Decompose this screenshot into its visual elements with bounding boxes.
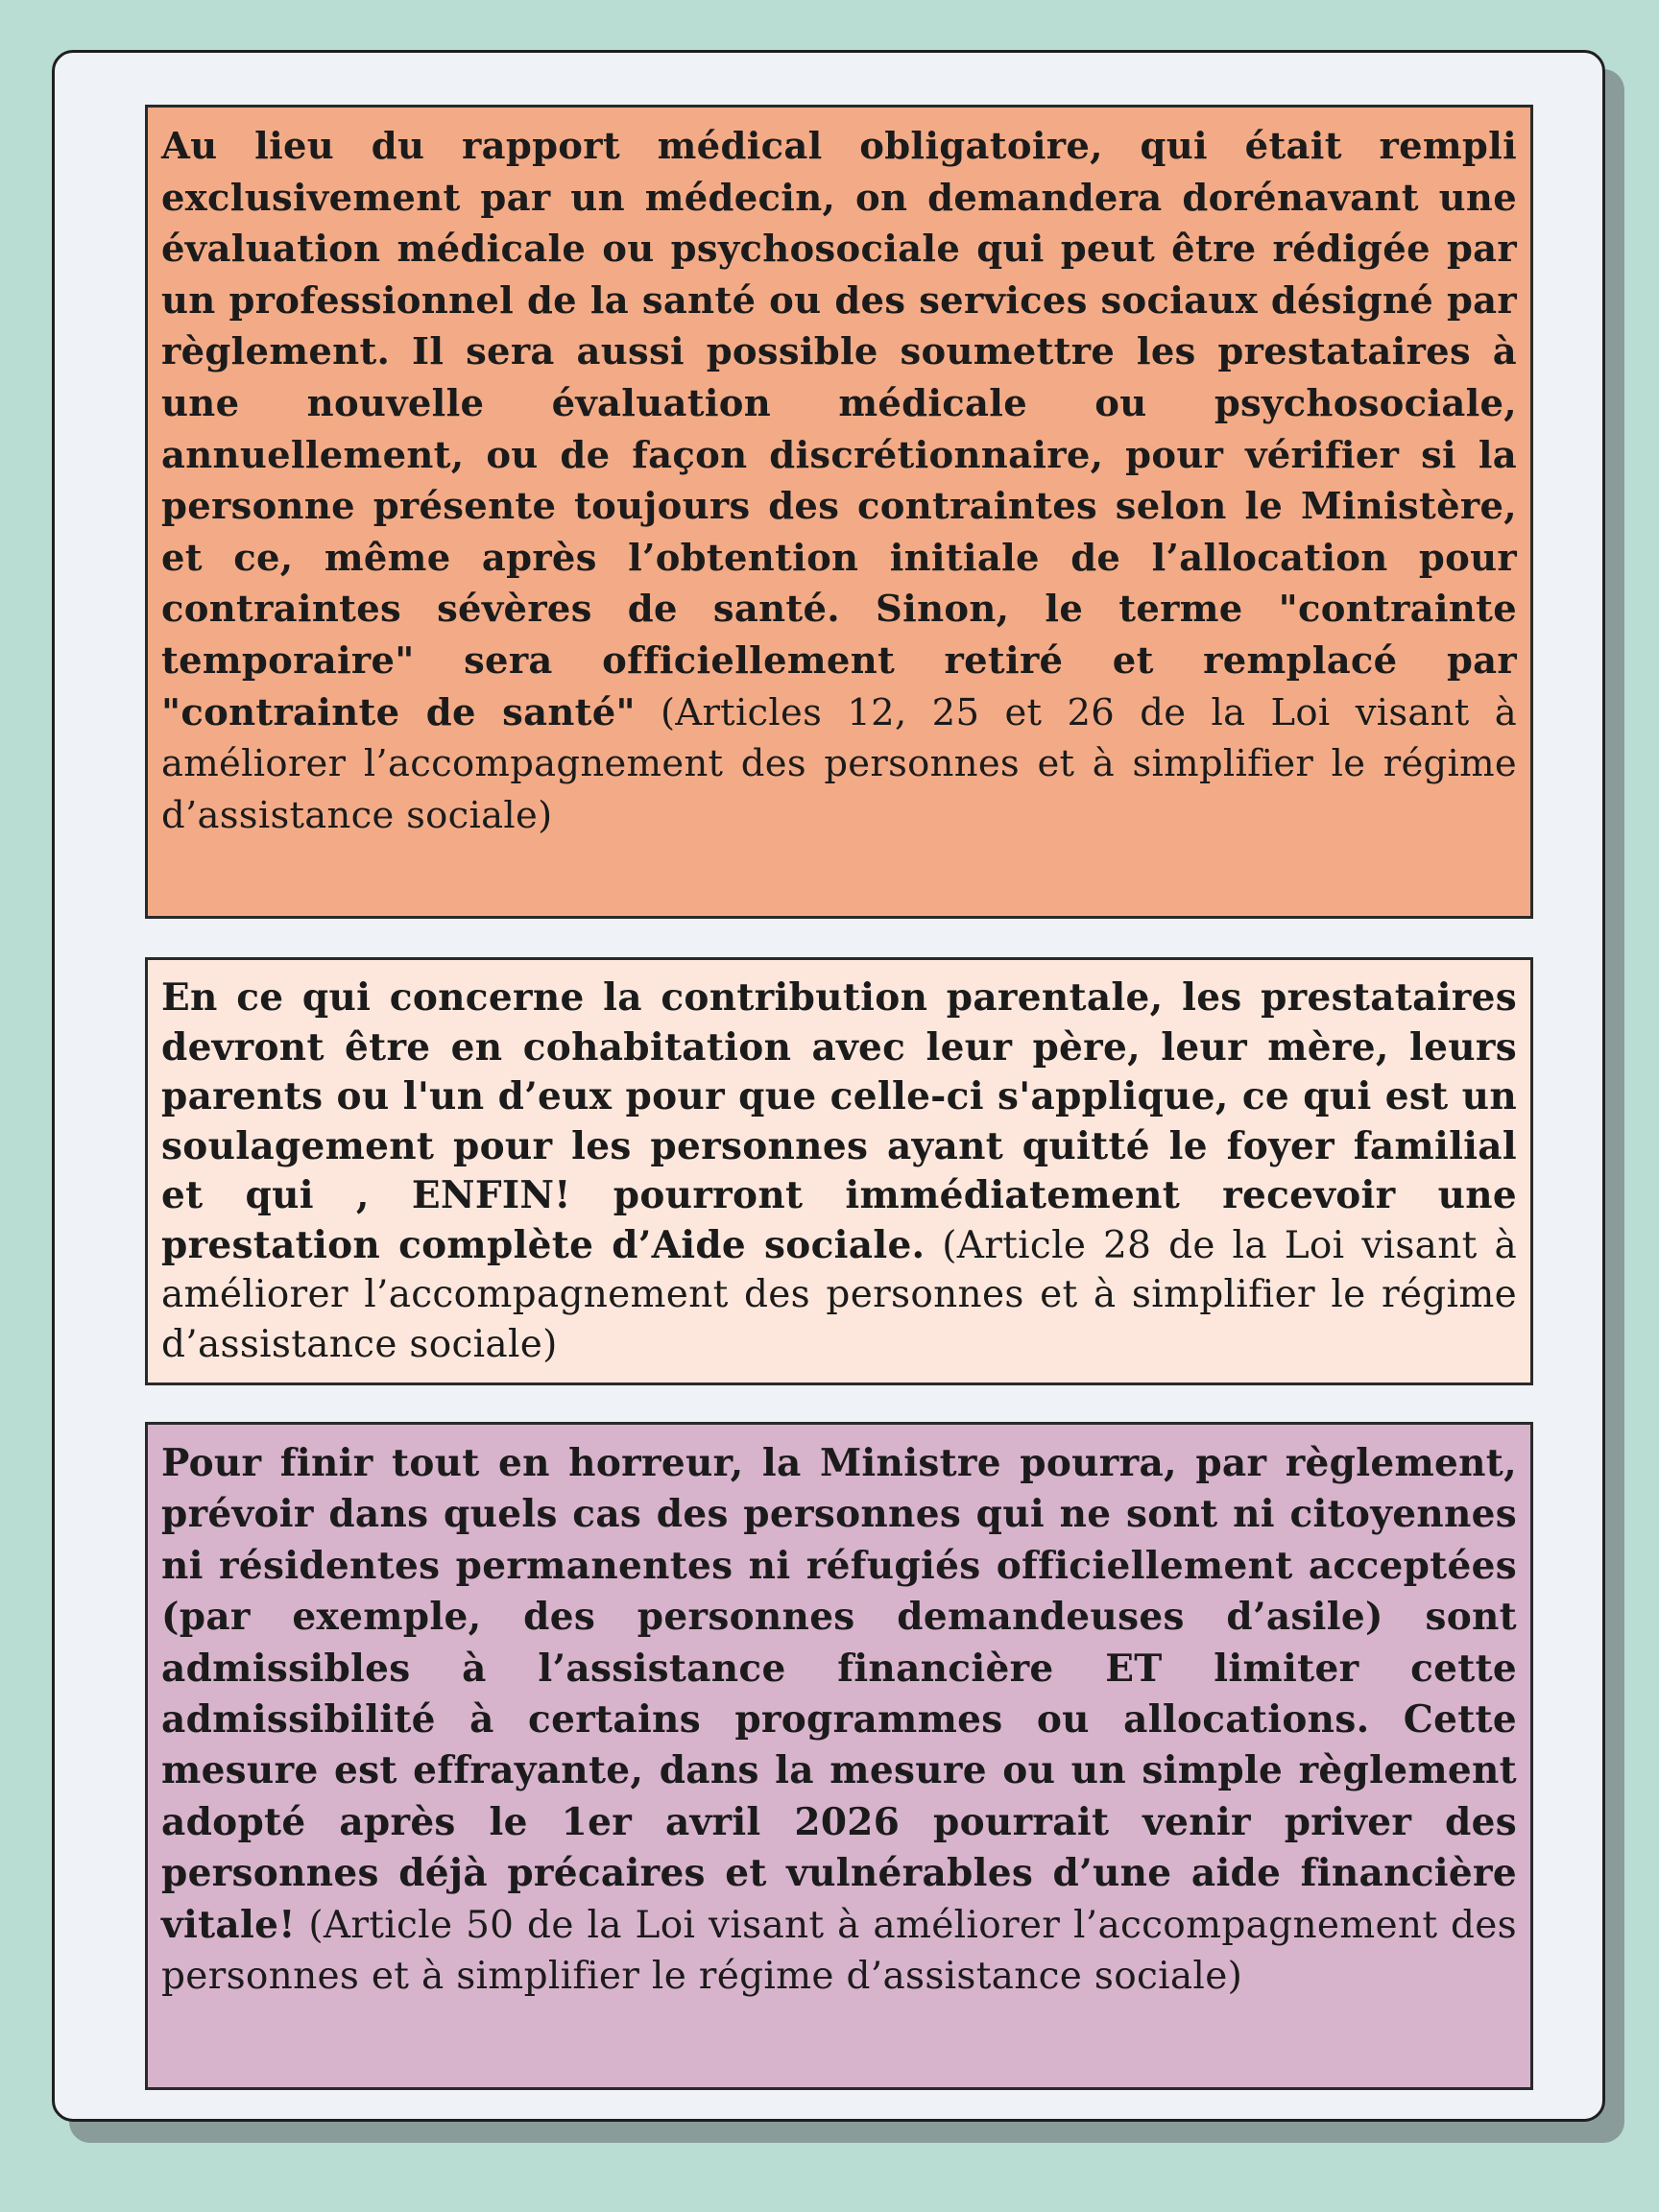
document-card [52,50,1605,2122]
section-paragraph [161,1438,1517,2002]
section-admissibility [145,1422,1533,2090]
section-bold-text: Pour finir tout en horreur, la Ministre pourra, par règlement, prévoir dans quels cas des personnes qui ne sont ni citoyennes ni résidentes permanentes ni réfugiés officiellement acceptées (par exemple, des personnes demandeuses d’asile) sont admissibles à l’assistance financière ET limiter cette admissibilité à certains programmes ou allocations. Cette mesure est effrayante, dans la mesure ou un simple règlement adopté après le 1er avril 2026 pourrait venir priver des personnes déjà précaires et vulnérables d’une aide financière vitale! [161,1441,1517,1947]
section-bold-text: En ce qui concerne la contribution parentale, les prestataires devront être en cohabitation avec leur père, leur mère, leurs parents ou l'un d’eux pour que celle-ci s'applique, ce qui est un soulagement pour les personnes ayant quitté le foyer familial et qui , ENFIN! pourront immédiatement recevoir une prestation complète d’Aide sociale. [161,975,1517,1267]
section-paragraph [161,121,1517,841]
section-reference: (Article 28 de la Loi visant à améliorer l’accompagnement des personnes et à simplifier le régime d’assistance sociale) [161,1223,1517,1366]
section-parental-contribution [145,957,1533,1385]
section-bold-text: Au lieu du rapport médical obligatoire, qui était rempli exclusivement par un médecin, on demandera dorénavant une évaluation médicale ou psychosociale qui peut être rédigée par un professionnel de la santé ou des services sociaux désigné par règlement. Il sera aussi possible soumettre les prestataires à une nouvelle évaluation médicale ou psychosociale, annuellement, ou de façon discrétionnaire, pour vérifier si la personne présente toujours des contraintes selon le Ministère, et ce, même après l’obtention initiale de l’allocation pour contraintes sévères de santé. Sinon, le terme "contrainte temporaire" sera officiellement retiré et remplacé par "contrainte de santé" [161,125,1517,734]
section-medical-evaluation [145,105,1533,919]
section-paragraph [161,974,1517,1369]
section-reference: (Article 50 de la Loi visant à améliorer l’accompagnement des personnes et à simplifier le régime d’assistance sociale) [161,1903,1517,1999]
section-reference: (Articles 12, 25 et 26 de la Loi visant à améliorer l’accompagnement des personnes et à simplifier le régime d’assistance sociale) [161,690,1517,837]
